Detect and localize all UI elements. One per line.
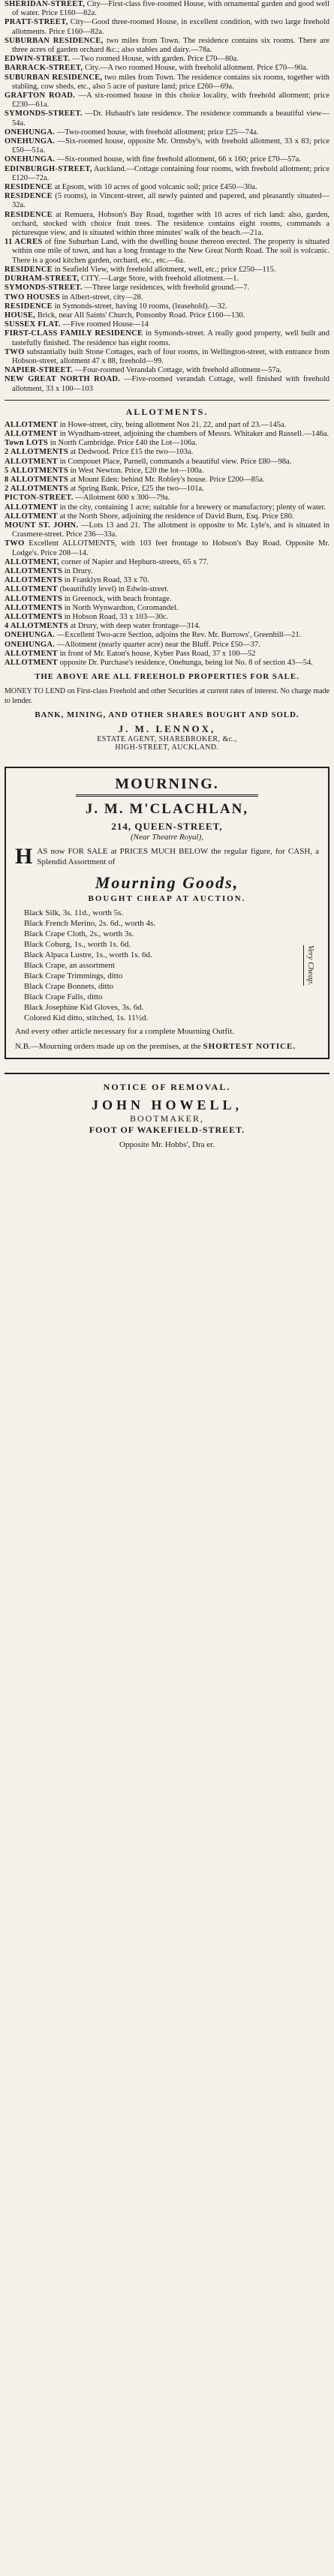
allotment-entry xyxy=(5,503,329,512)
allotment-entry-heading: ALLOTMENT xyxy=(5,503,58,512)
allotment-entry-heading: ALLOTMENT xyxy=(5,457,58,466)
allotment-entry xyxy=(5,539,329,557)
allotment-entry-heading: ALLOTMENT xyxy=(5,649,58,658)
property-entry-text: —Dr. Hubault's late residence. The residence commands a beautiful view—54a. xyxy=(12,110,329,128)
property-entry-heading: GRAFTON ROAD. xyxy=(5,92,76,101)
merchant-address: 214, QUEEN-STREET, xyxy=(111,821,223,833)
nb-short-notice: SHORTEST NOTICE. xyxy=(203,1042,296,1052)
property-entry-text: —Six-roomed house, with fine freehold allotment, 66 x 160; price £70—57a. xyxy=(56,155,301,164)
allotment-entry-heading: 4 ALLOTMENTS xyxy=(5,622,68,631)
property-entry-heading: DURHAM-STREET, xyxy=(5,275,80,284)
property-entry-text: two miles from Town. The residence contains six rooms. There are three acres of garden orchard &c.; also stables and dairy.—78a. xyxy=(12,36,329,55)
property-entry-heading: BARRACK-STREET, xyxy=(5,64,83,73)
property-entry xyxy=(5,192,329,210)
allotment-entry xyxy=(5,430,329,439)
property-entry-text: —Three large residences, with freehold ground.—7. xyxy=(84,284,250,293)
allotment-entry-text: (beautifully level) in Edwin-street. xyxy=(59,585,169,594)
mourning-title: MOURNING. xyxy=(76,774,258,797)
property-entry-text: at Epsom, with 10 acres of good volcanic soil; price £450—30a. xyxy=(54,183,257,192)
property-entry xyxy=(5,329,329,347)
allotment-entry-text: in Franklyn Road, 33 x 70. xyxy=(64,576,149,585)
agent-name: J. M. LENNOX, xyxy=(118,723,216,735)
property-entry xyxy=(5,238,329,266)
property-entry-heading: ONEHUNGA. xyxy=(5,137,56,146)
bought-line: BOUGHT CHEAP AT AUCTION. xyxy=(88,894,246,904)
very-cheap-label: Very Cheap. xyxy=(303,945,315,986)
property-entry xyxy=(5,137,329,155)
allotment-entry-text: in Hobson Road, 33 x 103—30c. xyxy=(64,613,169,621)
property-entry-heading: RESIDENCE xyxy=(5,183,53,192)
allotment-entry-heading: PICTON-STREET. xyxy=(5,494,74,503)
property-entry-text: City.—A two roomed House, with freehold allotment. Price £70—90a. xyxy=(85,64,308,73)
merchant-name: J. M. M'CLACHLAN, xyxy=(85,801,249,818)
allotment-entry xyxy=(5,476,329,485)
goods-item: Black Coburg, 1s., worth 1s. 6d. xyxy=(24,940,131,950)
allotment-entry-heading: ALLOTMENTS xyxy=(5,576,63,585)
allotment-listings xyxy=(0,421,334,668)
property-entry-text: —Two-roomed house, with freehold allotment; price £25—74a. xyxy=(56,128,259,137)
goods-item: Black Josephine Kid Gloves, 3s. 6d. xyxy=(24,1003,144,1013)
agent-signature xyxy=(0,723,334,752)
property-entry-heading: 11 ACRES xyxy=(5,238,43,247)
allotment-entry xyxy=(5,521,329,539)
allotment-entry-heading: ALLOTMENTS xyxy=(5,594,63,603)
goods-item: Black French Merino, 2s. 6d., worth 4s. xyxy=(24,919,156,929)
allotment-entry-text: in Wyndham-street, adjoining the chambers of Messrs. Whitaker and Russell.—146a. xyxy=(59,429,329,438)
property-entry-heading: NAPIER-STREET. xyxy=(5,366,74,375)
allotment-entry xyxy=(5,512,329,521)
property-entry-text: in Symonds-street, having 10 rooms, (leasehold).—32. xyxy=(54,302,227,311)
property-entry-text: City—First-class five-roomed House, with ornamental garden and good well of water. Price £160—82a. xyxy=(12,0,329,18)
goods-item: Black Crape, an assortment xyxy=(24,961,115,971)
drop-cap: H xyxy=(15,844,33,869)
allotment-entry xyxy=(5,467,329,476)
allotment-entry-text: —Excellent Two-acre Section, adjoins the Rev. Mr. Burrows', Greenhill—21. xyxy=(56,631,302,640)
property-entry xyxy=(5,320,329,329)
property-entry-text: CITY.—Large Store, with freehold allotment.—1. xyxy=(81,275,239,284)
removal-opposite: Opposite Mr. Hobbs', Dra er. xyxy=(119,1140,215,1150)
allotment-entry-text: at Spring Bank. Price, £25 the two—101a. xyxy=(70,485,204,494)
property-entry xyxy=(5,284,329,293)
goods-footer: And every other article necessary for a complete Mourning Outfit. xyxy=(15,1027,235,1037)
property-entry-heading: RESIDENCE xyxy=(5,210,53,219)
allotment-entry xyxy=(5,439,329,448)
allotment-entry-heading: ALLOTMENT xyxy=(5,659,58,668)
property-entry xyxy=(5,348,329,366)
allotment-entry-heading: MOUNT ST. JOHN. xyxy=(5,521,79,530)
property-entry-heading: SYMONDS-STREET. xyxy=(5,110,83,119)
property-entry-text: in Symonds-street. A really good property, well built and tastefully finished. The residence has eight rooms. xyxy=(12,329,330,347)
allotment-entry-text: opposite Dr. Purchase's residence, Onehunga, being lot No. 8 of section 43—54. xyxy=(59,659,313,668)
allotment-entry-heading: ALLOTMENT xyxy=(5,512,58,521)
property-entry-heading: TWO xyxy=(5,347,25,356)
property-listings xyxy=(0,0,334,394)
removal-name: JOHN HOWELL, xyxy=(91,1097,243,1113)
removal-trade: BOOTMAKER, xyxy=(129,1113,204,1124)
allotment-entry xyxy=(5,458,329,467)
goods-item: Black Alpaca Lustre, 1s., worth 1s. 6d. xyxy=(24,950,152,960)
property-entry-text: in Seafield View, with freehold allotment, well, etc.; price £250—115. xyxy=(54,265,276,274)
property-entry-text: —Six-roomed house, opposite Mr. Ormsby's, with freehold allotment, 33 x 83; price £50—51a. xyxy=(12,137,329,155)
allotment-entry-heading: 2 ALLOTMENTS xyxy=(5,448,68,457)
allotment-entry xyxy=(5,659,329,668)
allotment-entry-text: at Mount Eden: behind Mr. Robley's house. Price £200—85a. xyxy=(70,475,265,484)
property-entry xyxy=(5,375,329,393)
allotment-entry-heading: ONEHUNGA. xyxy=(5,631,56,640)
property-entry-heading: NEW GREAT NORTH ROAD. xyxy=(5,375,121,384)
allotment-entry-heading: ALLOTMENT, xyxy=(5,557,60,566)
property-entry-heading: ONEHUNGA. xyxy=(5,128,56,137)
allotment-entry xyxy=(5,448,329,457)
allotment-entry-text: in Howe-street, city, being allotment Nos 21, 22, and part of 23.—145a. xyxy=(59,420,287,429)
allotment-entry-heading: ONEHUNGA. xyxy=(5,640,56,649)
allotment-entry xyxy=(5,567,329,576)
property-entry-text: (5 rooms), in Vincent-street, all newly painted and papered, and pleasantly situated—32a. xyxy=(12,192,329,210)
nb-text: N.B.—Mourning orders made up on the premises, at the xyxy=(15,1042,201,1052)
allotment-entry-heading: 2 ALLOTMENTS xyxy=(5,485,68,494)
goods-item: Colored Kid ditto, stitched, 1s. 11½d. xyxy=(24,1013,149,1023)
property-entry-text: —Five roomed House—14 xyxy=(62,320,149,329)
property-entry-heading: FIRST-CLASS FAMILY RESIDENCE xyxy=(5,329,143,338)
property-entry-heading: EDWIN-STREET. xyxy=(5,55,71,64)
goods-item: Black Crape Bonnets, ditto xyxy=(24,982,114,992)
allotment-entry xyxy=(5,604,329,613)
allotment-entry xyxy=(5,613,329,622)
allotment-entry-text: at the North Shore, adjoining the residence of David Burn, Esq. Price £80. xyxy=(59,512,294,521)
goods-section xyxy=(15,908,319,1023)
allotment-entry-heading: ALLOTMENTS xyxy=(5,613,63,621)
allotment-entry-text: at Drury, with deep water frontage—314. xyxy=(70,622,201,631)
property-entry xyxy=(5,183,329,192)
mourning-intro xyxy=(15,846,319,867)
allotment-entry-text: in the city, containing 1 acre; suitable for a brewery or manufactory; plenty of water. xyxy=(59,503,326,512)
closing-notices xyxy=(0,672,334,720)
property-entry-heading: SYMONDS-STREET. xyxy=(5,284,83,293)
allotment-entry xyxy=(5,595,329,604)
goods-list xyxy=(15,908,299,1023)
goods-item: Black Crape Falls, ditto xyxy=(24,992,103,1002)
divider xyxy=(5,400,329,401)
property-entry-heading: PRATT-STREET, xyxy=(5,18,68,27)
shares-notice: BANK, MINING, AND OTHER SHARES BOUGHT AND SOLD. xyxy=(35,710,299,720)
allotment-entry xyxy=(5,576,329,585)
property-entry-heading: RESIDENCE xyxy=(5,192,53,201)
allotment-entry-text: in Drury. xyxy=(64,566,93,575)
property-entry-text: —Five-roomed verandah Cottage, well finished with freehold allotment, 33 x 100—103 xyxy=(12,375,329,393)
property-entry xyxy=(5,311,329,320)
allotment-entry-heading: 5 ALLOTMENTS xyxy=(5,466,68,475)
agent-address: HIGH-STREET, AUCKLAND. xyxy=(115,743,219,752)
property-entry-heading: RESIDENCE xyxy=(5,265,53,274)
property-entry-text: two miles from Town. The residence contains six rooms, together with stabling, cow sheds, etc., also 5 acre of pasture land; price £260—69a. xyxy=(12,73,330,91)
property-entry xyxy=(5,155,329,164)
allotment-entry-heading: ALLOTMENTS xyxy=(5,566,63,575)
allotment-entry-text: in North Cambridge. Price £40 the Lot—106a. xyxy=(50,439,197,448)
property-entry xyxy=(5,275,329,284)
property-entry xyxy=(5,37,329,55)
removal-address: FOOT OF WAKEFIELD-STREET. xyxy=(89,1124,245,1136)
allotment-entry-text: in West Newton. Price, £20 the lot—100a. xyxy=(70,466,204,475)
allotment-entry-text: —Lots 13 and 21. The allotment is opposite to Mr. Lyle's, and is situated in Crasmere-street. Price 236—33a. xyxy=(12,521,329,539)
property-entry-text: —A six-roomed house in this choice locality, with freehold allotment; price £230—61a. xyxy=(12,92,329,110)
money-notice: MONEY TO LEND on First-class Freehold and other Securities at current rates of interest. No charge made to lender. xyxy=(5,687,329,706)
intro-text: AS now FOR SALE at PRICES MUCH BELOW the regular figure, for CASH, a Splendid Assortment of xyxy=(37,847,319,867)
property-entry-text: in Albert-street, city—28. xyxy=(62,293,143,302)
property-entry xyxy=(5,165,329,183)
property-entry-heading: EDINBURGH-STREET, xyxy=(5,164,92,173)
property-entry-text: of fine Suburban Land, with the dwelling house thereon erected. The property is situated within one mile of town, and has a long frontage to the New Great North Road. The soil is volcanic. There is a good kitchen garden, orchard, etc., etc.—6a. xyxy=(12,238,329,265)
allotment-entry xyxy=(5,641,329,650)
property-entry-heading: SUBURBAN RESIDENCE, xyxy=(5,36,104,45)
allotment-entry-text: —Allotment (nearly quarter acre) near the Bluff. Price £50—37. xyxy=(56,640,260,649)
very-cheap-bracket xyxy=(299,908,319,1023)
property-entry-text: City—Good three-roomed House, in excellent condition, with two large freehold allotments. Price £160—82a. xyxy=(12,18,329,36)
property-entry xyxy=(5,18,329,36)
property-entry-text: at Remuera, Hobson's Bay Road, together with 10 acres of rich land: also, garden, orchard, stocked with choice fruit trees. The residence contains eight rooms, commands a picturesque view, and is situated within three minutes' walk of the beach.—21a. xyxy=(12,210,330,238)
property-entry-heading: HOUSE, xyxy=(5,311,36,320)
allotment-entry-text: in Greenock, with beach frontage. xyxy=(64,594,172,603)
property-entry-text: substantially built Stone Cottages, each of four rooms, in Wellington-street, with entrance from Hobson-street, allotment 47 x 88, freehold—99. xyxy=(12,347,329,365)
property-entry-text: Auckland.—Cottage containing four rooms, with freehold allotment; price £120—72a. xyxy=(12,164,329,182)
property-entry xyxy=(5,211,329,239)
property-entry xyxy=(5,302,329,311)
allotment-entry xyxy=(5,494,329,503)
allotments-heading: ALLOTMENTS. xyxy=(125,406,209,417)
property-entry-text: —Four-roomed Verandah Cottage, with freehold allotment—57a. xyxy=(74,366,282,375)
property-entry xyxy=(5,128,329,137)
property-entry xyxy=(5,74,329,92)
allotment-entry-heading: ALLOTMENT xyxy=(5,420,58,429)
property-entry xyxy=(5,366,329,375)
property-entry-heading: TWO HOUSES xyxy=(5,293,60,302)
merchant-address-note: (Near Theatre Royal), xyxy=(130,833,204,842)
property-entry-heading: SUSSEX FLAT. xyxy=(5,320,61,329)
allotment-entry-heading: 8 ALLOTMENTS xyxy=(5,475,68,484)
allotment-entry-text: in Compouet Place, Parnell, commands a beautiful view. Price £80—98a. xyxy=(59,457,292,466)
allotment-entry xyxy=(5,650,329,659)
allotment-entry-text: Excellent ALLOTMENTS, with 103 feet frontage to Hobson's Bay Road. Opposite Mr. Lodge's. Price 208—14. xyxy=(12,539,330,557)
allotment-entry-heading: ALLOTMENT xyxy=(5,429,58,438)
property-entry xyxy=(5,55,329,64)
goods-item: Black Silk, 3s. 11d., worth 5s. xyxy=(24,908,124,918)
allotment-entry xyxy=(5,421,329,430)
allotment-entry-text: in North Wynwardton, Coromandel. xyxy=(64,603,179,612)
allotment-entry xyxy=(5,485,329,494)
allotment-entry xyxy=(5,558,329,567)
removal-title: NOTICE OF REMOVAL. xyxy=(103,1082,231,1093)
nb-note xyxy=(15,1041,319,1052)
property-entry-text: Brick, near All Saints' Church, Ponsonby Road. Price £160—130. xyxy=(37,311,245,320)
goods-item: Black Crape Cloth, 2s., worth 3s. xyxy=(24,929,134,939)
property-entry-text: —Two roomed House, with garden. Price £70—80a. xyxy=(72,55,239,64)
allotment-entry-heading: ALLOTMENT xyxy=(5,585,58,594)
allotment-entry xyxy=(5,585,329,594)
property-entry-heading: SUBURBAN RESIDENCE, xyxy=(5,73,103,82)
property-entry xyxy=(5,266,329,275)
freehold-notice: THE ABOVE ARE ALL FREEHOLD PROPERTIES FOR SALE. xyxy=(35,672,299,682)
allotment-entry-heading: Town LOTS xyxy=(5,439,49,448)
allotment-entry-heading: TWO xyxy=(5,539,25,548)
allotment-entry-text: at Dedwood. Price £15 the two—103a. xyxy=(70,448,194,457)
property-entry-heading: RESIDENCE xyxy=(5,302,53,311)
allotment-entry xyxy=(5,622,329,631)
property-entry-heading: ONEHUNGA. xyxy=(5,155,56,164)
property-entry-heading: SHERIDAN-STREET, xyxy=(5,0,86,8)
allotment-entry-text: corner of Napier and Hepburn-streets, 65 x 77. xyxy=(61,557,209,566)
mourning-advertisement xyxy=(5,767,329,1059)
property-entry xyxy=(5,64,329,73)
allotment-entry-heading: ALLOTMENTS xyxy=(5,603,63,612)
removal-notice xyxy=(5,1073,329,1157)
goods-item: Black Crape Trimmings, ditto xyxy=(24,971,123,981)
property-entry xyxy=(5,0,329,18)
allotment-entry-text: —Allotment 600 x 300—79a. xyxy=(75,494,170,503)
allotment-entry-text: in front of Mr. Eaton's house, Kyber Pass Road, 37 x 100—52 xyxy=(59,649,256,658)
agent-title: ESTATE AGENT, SHAREBROKER, &c., xyxy=(97,735,237,744)
goods-title: Mourning Goods, xyxy=(95,873,239,893)
allotment-entry xyxy=(5,631,329,640)
property-entry xyxy=(5,110,329,128)
property-entry xyxy=(5,92,329,110)
property-entry xyxy=(5,293,329,302)
